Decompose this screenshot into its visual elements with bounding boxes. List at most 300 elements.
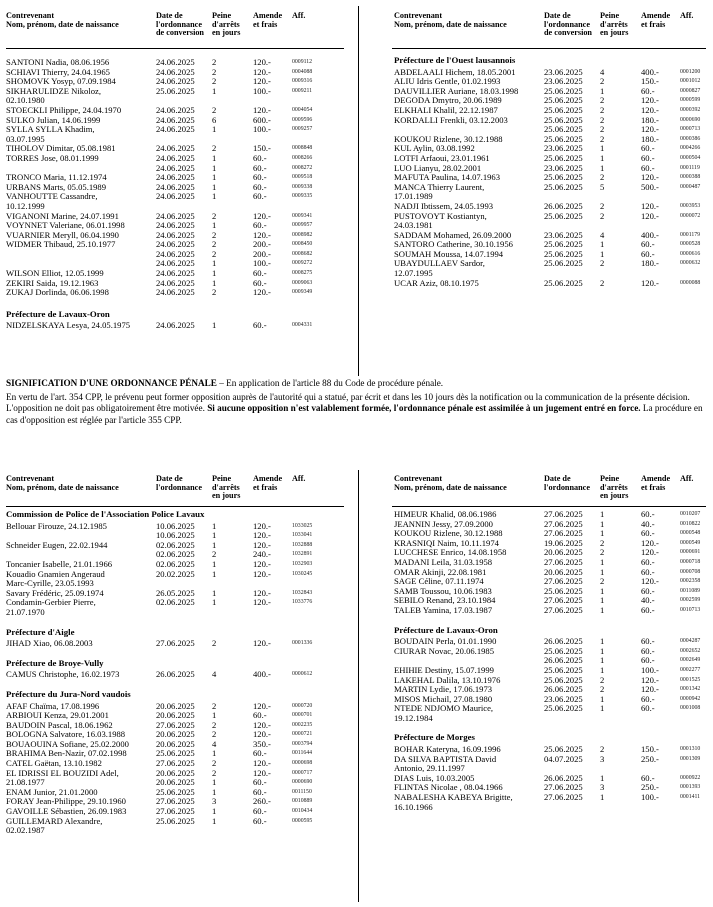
- offender-name: DA SILVA BAPTISTA David Antonio, 29.11.1997: [394, 753, 497, 774]
- table-row: [6, 817, 346, 836]
- header-amende: Amende et frais: [253, 11, 283, 29]
- offender-name: TALEB Yamina, 17.03.1987: [394, 604, 493, 615]
- section-heading: Préfecture de Lavaux-Oron: [6, 308, 110, 319]
- case-number: 0001008: [680, 705, 701, 712]
- case-number: 0000708: [680, 568, 701, 575]
- fine-amount: 120.-: [641, 104, 659, 115]
- offender-name: JEANNIN Jessy, 27.09.2000: [394, 518, 493, 529]
- days-penalty: 1: [600, 566, 605, 577]
- offender-name: LAKEHAL Dalila, 13.10.1976: [394, 674, 501, 685]
- case-number: 0000922: [680, 774, 701, 781]
- order-date: 27.06.2025: [544, 528, 583, 539]
- table-row: [6, 769, 346, 788]
- case-number: 0008266 0008272: [292, 154, 313, 171]
- fine-amount: 60.-: [253, 220, 267, 231]
- case-number: 0000612: [292, 671, 313, 678]
- fine-amount: 120.-: [253, 597, 271, 608]
- days-penalty: 2: [212, 210, 217, 221]
- fine-amount: 60.-: [253, 172, 267, 183]
- header-amende: Amende et frais: [253, 474, 283, 492]
- fine-amount: 180.- 120.-: [641, 114, 659, 135]
- order-date: 24.06.2025: [156, 124, 195, 135]
- offender-name: MANCA Thierry Laurent, 17.01.1989: [394, 181, 485, 202]
- offender-name: Bellouar Firouze, 24.12.1985: [6, 520, 107, 531]
- days-penalty: 2: [600, 172, 605, 183]
- offender-name: WIDMER Thibaud, 25.10.1977: [6, 239, 116, 250]
- table-row: [394, 647, 706, 666]
- offender-name: CAMUS Christophe, 16.02.1973: [6, 669, 120, 680]
- order-date: 23.06.2025: [544, 76, 583, 87]
- case-number: 1032843: [292, 589, 313, 596]
- days-penalty: 2: [600, 674, 605, 685]
- offender-name: BOUAOUINA Sofiane, 25.02.2000: [6, 738, 129, 749]
- offender-name: SHOMOVK Yosyp, 07.09.1984: [6, 76, 116, 87]
- offender-name: SULKO Julian, 14.06.1999: [6, 114, 101, 125]
- fine-amount: 60.-: [641, 693, 655, 704]
- fine-amount: 500.-: [641, 181, 659, 192]
- fine-amount: 400.-: [253, 669, 271, 680]
- case-number: 0000487: [680, 183, 701, 190]
- days-penalty: 1 2: [212, 539, 217, 560]
- days-penalty: 2: [600, 547, 605, 558]
- fine-amount: 120.-: [641, 674, 659, 685]
- offender-name: KOUKOU Rizlene, 30.12.1988: [394, 133, 503, 144]
- fine-amount: 120.-: [641, 95, 659, 106]
- case-number: 0011150: [292, 788, 312, 795]
- case-number: 0008275: [292, 270, 313, 277]
- days-penalty: 2: [212, 758, 217, 769]
- offender-name: CIURAR Novac, 20.06.1985: [394, 645, 495, 656]
- header-peine: Peine d'arrêts en jours: [212, 11, 241, 38]
- order-date: 25.06.2025: [544, 85, 583, 96]
- section-heading: Préfecture de Broye-Vully: [6, 657, 104, 668]
- case-number: 0009341: [292, 212, 313, 219]
- order-date: 27.06.2025: [544, 556, 583, 567]
- top-right-table: [394, 52, 706, 288]
- offender-name: ZEKIRI Saida, 19.12.1963: [6, 277, 99, 288]
- table-row: [6, 154, 346, 173]
- case-number: 0009211: [292, 87, 313, 94]
- order-date: 27.06.2025: [156, 796, 195, 807]
- days-penalty: 1: [212, 191, 217, 202]
- offender-name: SAGE Céline, 07.11.1974: [394, 576, 484, 587]
- fine-amount: 120.-: [253, 700, 271, 711]
- days-penalty: 1: [600, 693, 605, 704]
- case-number: 0000595: [292, 817, 313, 824]
- order-date: 25.06.2025: [544, 152, 583, 163]
- order-date: 25.06.2025: [156, 786, 195, 797]
- days-penalty: 2: [212, 76, 217, 87]
- days-penalty: 1: [212, 748, 217, 759]
- offender-name: BAUDOIN Pascal, 18.06.1962: [6, 719, 113, 730]
- offender-name: BOHAR Kateryna, 16.09.1996: [394, 744, 501, 755]
- days-penalty: 5: [600, 181, 605, 192]
- order-date: 25.06.2025: [544, 95, 583, 106]
- offender-name: WILSON Elliot, 12.05.1999: [6, 268, 104, 279]
- order-date: 25.06.2025 25.06.2025: [544, 114, 583, 135]
- case-number: 0009518: [292, 174, 313, 181]
- days-penalty: 2: [600, 104, 605, 115]
- days-penalty: 6: [212, 114, 217, 125]
- table-row: [6, 288, 346, 298]
- offender-name: ABDELAALI Hichem, 18.05.2001: [394, 66, 516, 77]
- offender-name: Toncanier Isabelle, 21.01.1966: [6, 558, 113, 569]
- header-name: Contrevenant Nom, prénom, date de naissance: [6, 11, 119, 29]
- fine-amount: 120.- 240.-: [253, 539, 271, 560]
- section-heading: Commission de Police de l'Association Police Lavaux: [6, 509, 205, 519]
- offender-name: LOTFI Arfaoui, 23.01.1961: [394, 152, 490, 163]
- order-date: 25.06.2025: [544, 744, 583, 755]
- rule-top-right: [392, 48, 706, 49]
- order-date: 25.06.2025: [544, 277, 583, 288]
- order-date: 02.06.2025 02.06.2025: [156, 539, 195, 560]
- offender-name: MISOS Michail, 27.08.1980: [394, 693, 493, 704]
- fine-amount: 120.-: [253, 758, 271, 769]
- case-number: 0001012: [680, 78, 701, 85]
- days-penalty: 1: [600, 143, 605, 154]
- offender-name: NADJI Ibtissem, 24.05.1993: [394, 200, 494, 211]
- case-number: 0001179: [680, 231, 701, 238]
- days-penalty: 1: [212, 806, 217, 817]
- days-penalty: 1: [600, 556, 605, 567]
- column-divider-top: [358, 6, 359, 376]
- fine-amount: 60.-: [641, 248, 655, 259]
- days-penalty: 4: [600, 229, 605, 240]
- top-left-header: [6, 12, 346, 46]
- order-date: 25.06.2025: [544, 664, 583, 675]
- fine-amount: 40.-: [641, 595, 655, 606]
- days-penalty: 2: [212, 719, 217, 730]
- offender-name: Condamin-Gerbier Pierre, 21.07.1970: [6, 597, 96, 617]
- top-right-header: [394, 12, 706, 46]
- fine-amount: 100.-: [253, 124, 271, 135]
- notice-title: SIGNIFICATION D'UNE ORDONNANCE PÉNALE: [6, 378, 217, 388]
- table-row: [394, 259, 706, 278]
- offender-name: AFAF Chaïma, 17.08.1996: [6, 700, 100, 711]
- order-date: 23.06.2025: [544, 162, 583, 173]
- order-date: 27.06.2025: [544, 604, 583, 615]
- offender-name: ZUKAJ Dorlinda, 06.06.1998: [6, 287, 109, 298]
- case-number: 0000942: [680, 695, 701, 702]
- days-penalty: 3: [212, 796, 217, 807]
- order-date: 24.06.2025 24.06.2025: [156, 152, 195, 173]
- case-number: 0000548: [680, 530, 701, 537]
- offender-name: KUL Aylin, 03.08.1992: [394, 143, 475, 154]
- days-penalty: 2: [600, 258, 605, 269]
- top-left-table: [6, 58, 346, 331]
- case-number: 0008450 0008682 0009272: [292, 241, 313, 267]
- days-penalty: 1: [600, 518, 605, 529]
- case-number: 1033776: [292, 599, 313, 606]
- case-number: 0002235: [292, 721, 313, 728]
- offender-name: OMAR Akinji, 22.08.1981: [394, 566, 487, 577]
- case-number: 0004266: [680, 145, 701, 152]
- fine-amount: 60.-: [641, 703, 655, 714]
- order-date: 10.06.2025 10.06.2025: [156, 520, 195, 541]
- order-date: 24.06.2025 24.06.2025 24.06.2025: [156, 239, 195, 269]
- offender-name: SIKHARULIDZE Nikoloz, 02.10.1980: [6, 85, 101, 106]
- fine-amount: 60.-: [253, 815, 267, 826]
- header-date: Date de l'ordonnance: [544, 474, 590, 492]
- days-penalty: 2 2: [600, 114, 605, 135]
- offender-name: JIHAD Xiao, 06.08.2003: [6, 638, 93, 649]
- order-date: 23.06.2025: [544, 229, 583, 240]
- header-name: Contrevenant Nom, prénom, date de naissance: [394, 11, 507, 29]
- days-penalty: 3: [600, 753, 605, 764]
- order-date: 02.06.2025: [156, 597, 195, 608]
- fine-amount: 260.-: [253, 796, 271, 807]
- header-peine: Peine d'arrêts en jours: [212, 474, 241, 501]
- fine-amount: 120.-: [253, 104, 271, 115]
- order-date: 25.06.2025: [544, 703, 583, 714]
- offender-name: DAUVILLIER Auriane, 18.03.1998: [394, 85, 519, 96]
- fine-amount: 250.-: [641, 782, 659, 793]
- order-date: 24.06.2025: [156, 57, 195, 67]
- section-heading: Préfecture de Lavaux-Oron: [394, 624, 498, 635]
- days-penalty: 1: [212, 124, 217, 135]
- offender-name: TIHOLOV Dimitar, 05.08.1981: [6, 143, 116, 154]
- offender-name: VIGANONI Marine, 24.07.1991: [6, 210, 119, 221]
- order-date: 27.06.2025: [544, 576, 583, 587]
- offender-name: NABALESHA KABEYA Brigitte, 16.10.1966: [394, 792, 513, 812]
- fine-amount: 60.-: [253, 806, 267, 817]
- offender-name: SOUMAH Moussa, 14.07.1994: [394, 248, 504, 259]
- offender-name: TORRES Jose, 08.01.1999: [6, 152, 99, 163]
- offender-name: VUARNIER Meryll, 06.04.1990: [6, 229, 119, 240]
- case-number: 0003794: [292, 740, 313, 747]
- offender-name: GAVOILLE Sébastien, 26.09.1983: [6, 806, 127, 817]
- order-date: 26.06.2025: [156, 669, 195, 680]
- order-date: 24.06.2025: [156, 268, 195, 279]
- offender-name: SEBILO Renand, 23.10.1984: [394, 595, 496, 606]
- days-penalty: 3: [600, 782, 605, 793]
- order-date: 27.06.2025: [544, 782, 583, 793]
- order-date: 26.06.2025: [544, 636, 583, 647]
- fine-amount: 120.-: [253, 729, 271, 740]
- order-date: 25.06.2025: [544, 133, 583, 144]
- header-date: Date de l'ordonnance de conversion: [156, 11, 204, 38]
- notice-text: En vertu de l'art. 354 CPP, le prévenu peut former opposition auprès de l'autorité qui a statué, par écrit et dans les 10 jours dès la notification ou la communication de la présente décision. L'opposition ne doit pas obligatoirement être motivée.: [6, 392, 690, 414]
- order-date: 24.06.2025: [156, 191, 195, 202]
- bottom-right-table: [394, 510, 706, 812]
- fine-amount: 180.-: [641, 133, 659, 144]
- offender-name: VOYNNET Valeriane, 06.01.1998: [6, 220, 125, 231]
- fine-amount: 60.-: [641, 556, 655, 567]
- days-penalty: 4: [600, 66, 605, 77]
- case-number: 1032903: [292, 560, 313, 567]
- offender-name: Kouadio Gnamien Angeraud Marc-Cyrille, 23.05.1993: [6, 568, 105, 589]
- table-row: [394, 606, 706, 616]
- days-penalty: 1 1: [212, 520, 217, 541]
- days-penalty: 1: [600, 585, 605, 596]
- fine-amount: 120.-: [253, 76, 271, 87]
- case-number: 0009338: [292, 183, 313, 190]
- order-date: 25.06.2025: [544, 258, 583, 269]
- case-number: 0003953: [680, 202, 701, 209]
- case-number: 0000632: [680, 260, 701, 267]
- days-penalty: 2: [600, 277, 605, 288]
- header-name: Contrevenant Nom, prénom, date de naissance: [6, 474, 119, 492]
- case-number: 0008848: [292, 145, 313, 152]
- offender-name: FLINTAS Nicolae , 08.04.1966: [394, 782, 503, 793]
- days-penalty: 2: [600, 744, 605, 755]
- offender-name: STOECKLI Philippe, 24.04.1970: [6, 104, 122, 115]
- case-number: 0000549: [680, 539, 701, 546]
- offender-name: DEGODA Dmytro, 20.06.1989: [394, 95, 502, 106]
- days-penalty: 1: [212, 710, 217, 721]
- case-number: 0001525: [680, 676, 701, 683]
- order-date: 25.06.2025: [544, 585, 583, 596]
- fine-amount: 120.-: [253, 66, 271, 77]
- order-date: 24.06.2025: [156, 66, 195, 77]
- offender-name: HIMEUR Khalid, 08.06.1986: [394, 509, 497, 519]
- order-date: 27.06.2025: [544, 509, 583, 519]
- fine-amount: 120.- 60.-: [253, 767, 271, 788]
- order-date: 24.06.2025: [156, 210, 195, 221]
- offender-name: NTEDE NDJOMO Maurice, 19.12.1984: [394, 703, 494, 723]
- days-penalty: 1: [212, 786, 217, 797]
- header-aff: Aff.: [680, 474, 694, 483]
- offender-name: SCHIAVI Thierry, 24.04.1965: [6, 66, 110, 77]
- case-number: 0009957: [292, 222, 313, 229]
- case-number: 0001411: [680, 794, 701, 801]
- order-date: 20.02.2025: [156, 568, 195, 579]
- days-penalty: 1: [212, 597, 217, 608]
- order-date: 20.06.2025: [544, 566, 583, 577]
- order-date: 19.06.2025: [544, 537, 583, 548]
- fine-amount: 200.- 200.- 100.-: [253, 239, 271, 269]
- notice-text-end: La procédure en cas d'opposition est réglée par l'article 355 CPP.: [6, 403, 703, 425]
- fine-amount: 150.-: [641, 76, 659, 87]
- fine-amount: 120.-: [253, 229, 271, 240]
- order-date: 27.06.2025: [156, 719, 195, 730]
- fine-amount: 100.-: [641, 792, 659, 803]
- fine-amount: 60.-: [253, 320, 267, 331]
- fine-amount: 60.-: [641, 636, 655, 647]
- fine-amount: 120.-: [641, 547, 659, 558]
- case-number: 0000616: [680, 250, 701, 257]
- table-row: [394, 183, 706, 202]
- days-penalty: 2: [212, 638, 217, 649]
- days-penalty: 1: [600, 595, 605, 606]
- offender-name: Savary Frédéric, 25.09.1974: [6, 587, 104, 598]
- offender-name: MADANI Leila, 31.03.1958: [394, 556, 493, 567]
- case-number: 0001310: [680, 746, 701, 753]
- header-date: Date de l'ordonnance de conversion: [544, 11, 592, 38]
- days-penalty: 1: [600, 152, 605, 163]
- days-penalty: 2: [212, 229, 217, 240]
- days-penalty: 2: [212, 104, 217, 115]
- case-number: 0001309: [680, 755, 701, 762]
- fine-amount: 60.-: [641, 585, 655, 596]
- header-peine: Peine d'arrêts en jours: [600, 11, 629, 38]
- column-divider-bottom: [358, 470, 359, 902]
- table-row: [6, 321, 346, 331]
- days-penalty: 1: [600, 604, 605, 615]
- section-heading: Préfecture d'Aigle: [6, 626, 75, 637]
- case-number: 0000504: [680, 154, 701, 161]
- case-number: 0004331: [292, 322, 313, 329]
- table-row: [6, 125, 346, 144]
- fine-amount: 100.-: [253, 85, 271, 96]
- fine-amount: 40.-: [641, 518, 655, 529]
- offender-name: Schneider Eugen, 22.02.1944: [6, 539, 108, 550]
- case-number: 1032888 1032891: [292, 541, 313, 558]
- bottom-left-header: [6, 475, 346, 505]
- order-date: 27.06.2025: [544, 792, 583, 803]
- days-penalty: 2: [212, 287, 217, 298]
- fine-amount: 120.-: [641, 576, 659, 587]
- order-date: 23.06.2025: [544, 693, 583, 704]
- header-aff: Aff.: [292, 474, 306, 483]
- days-penalty: 2: [600, 537, 605, 548]
- days-penalty: 4: [212, 738, 217, 749]
- case-number: 0009316: [292, 78, 313, 85]
- fine-amount: 120.-: [253, 587, 271, 598]
- fine-amount: 60.-: [641, 162, 655, 173]
- days-penalty: 1: [600, 636, 605, 647]
- order-date: 25.06.2025: [544, 181, 583, 192]
- case-number: 0010889: [292, 798, 313, 805]
- fine-amount: 100.-: [641, 664, 659, 675]
- case-number: 0009335: [292, 193, 313, 200]
- case-number: 0000599: [680, 97, 701, 104]
- order-date: 23.06.2025: [544, 143, 583, 154]
- offender-name: VANHOUTTE Cassandre, 10.12.1999: [6, 191, 98, 211]
- days-penalty: 2: [600, 95, 605, 106]
- offender-name: ELKHALI Khalil, 22.12.1987: [394, 104, 498, 115]
- order-date: 27.06.2025: [544, 518, 583, 529]
- days-penalty: 1: [212, 558, 217, 569]
- offender-name: NIDZELSKAYA Lesya, 24.05.1975: [6, 320, 131, 331]
- order-date: 20.06.2025: [156, 710, 195, 721]
- case-number: 0004088: [292, 68, 313, 75]
- case-number: 0011089: [680, 587, 701, 594]
- section-heading: Préfecture de l'Ouest lausannois: [394, 55, 516, 65]
- order-date: 25.06.2025: [544, 104, 583, 115]
- case-number: 0009596: [292, 116, 313, 123]
- case-number: 0000691: [680, 549, 701, 556]
- fine-amount: 120.-: [253, 568, 271, 579]
- order-date: 26.06.2025: [544, 772, 583, 783]
- table-row: [6, 598, 346, 617]
- order-date: 26.05.2025: [156, 587, 195, 598]
- fine-amount: 350.-: [253, 738, 271, 749]
- offender-name: SANTONI Nadia, 08.06.1956: [6, 57, 110, 67]
- header-name: Contrevenant Nom, prénom, date de naissance: [394, 474, 507, 492]
- offender-name: PUSTOVOYT Kostiantyn, 24.03.1981: [394, 210, 487, 231]
- case-number: 0000528: [680, 241, 701, 248]
- offender-name: GUILLEMARD Alexandre, 02.02.1987: [6, 815, 103, 836]
- order-date: 24.06.2025: [156, 320, 195, 331]
- case-number: 0004054: [292, 106, 313, 113]
- days-penalty: 2: [600, 684, 605, 695]
- header-amende: Amende et frais: [641, 474, 671, 492]
- fine-amount: 60.-: [253, 786, 267, 797]
- header-aff: Aff.: [680, 11, 694, 20]
- days-penalty: 1: [212, 268, 217, 279]
- days-penalty: 1: [212, 172, 217, 183]
- case-number: 0000388: [680, 174, 701, 181]
- case-number: 0001342: [680, 686, 701, 693]
- order-date: 25.06.2025: [544, 210, 583, 221]
- fine-amount: 60.-: [641, 85, 655, 96]
- order-date: 20.06.2025: [156, 738, 195, 749]
- case-number: 0000088: [680, 279, 701, 286]
- fine-amount: 120.-: [641, 172, 659, 183]
- case-number: 0001336: [292, 640, 313, 647]
- fine-amount: 60.-: [641, 143, 655, 154]
